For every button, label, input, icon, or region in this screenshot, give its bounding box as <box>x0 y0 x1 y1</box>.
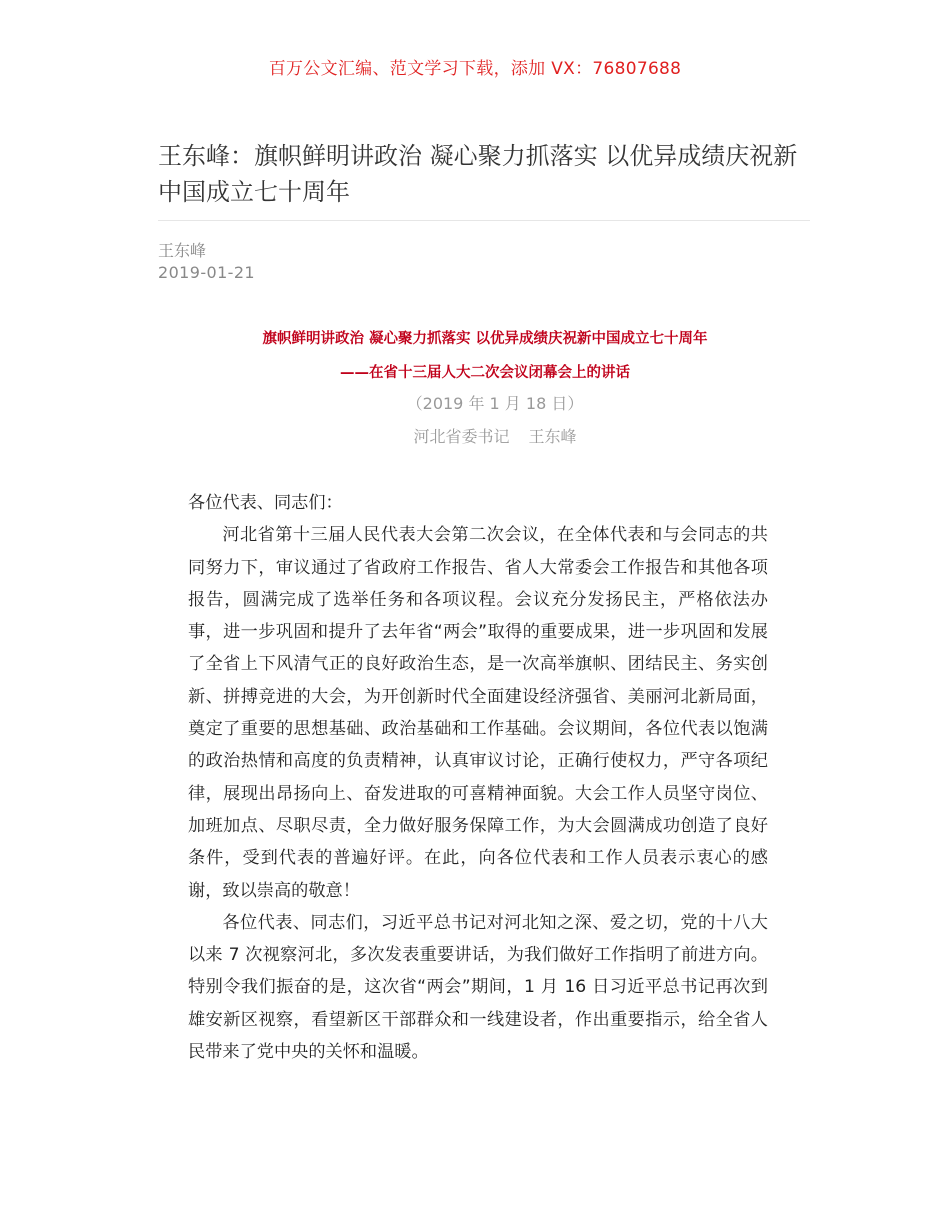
speech-subtitle: ——在省十三届人大二次会议闭幕会上的讲话 <box>340 365 630 381</box>
greeting: 各位代表、同志们： <box>188 493 343 513</box>
speech-title: 旗帜鲜明讲政治 凝心聚力抓落实 以优异成绩庆祝新中国成立七十周年 <box>262 331 708 347</box>
speech-date: （2019 年 1 月 18 日） <box>406 394 584 413</box>
paragraph: 河北省第十三届人民代表大会第二次会议，在全体代表和与会同志的共同努力下，审议通过了省政府工作报告、省人大常委会工作报告和其他各项报告，圆满完成了选举任务和各项议程。会议充分发扬民主，严格依法办事，进一步巩固和提升了去年省“两会”取得的重要成果，进一步巩固和发展了全省上下风清气正的良好政治生态，是一次高举旗帜、团结民主、务实创新、拼搏竞进的大会，为开创新时代全面建设经济强省、美丽河北新局面，奠定了重要的思想基础、政治基础和工作基础。会议期间，各位代表以饱满的政治热情和高度的负责精神，认真审议讨论，正确行使权力，严守各项纪律，展现出昂扬向上、奋发进取的可喜精神面貌。大会工作人员坚守岗位、加班加点、尽职尽责，全力做好服务保障工作，为大会圆满成功创造了良好条件，受到代表的普遍好评。在此，向各位代表和工作人员表示衷心的感谢，致以崇高的敬意！ <box>188 525 768 901</box>
article-author: 王东峰 <box>158 241 207 260</box>
article-title: 王东峰：旗帜鲜明讲政治 凝心聚力抓落实 以优异成绩庆祝新中国成立七十周年 <box>158 142 798 206</box>
speech-speaker: 河北省委书记 王东峰 <box>413 427 577 446</box>
article-date: 2019-01-21 <box>158 263 255 282</box>
speech-body <box>188 487 768 1068</box>
promo-banner: 百万公文汇编、范文学习下载，添加 VX：76807688 <box>268 59 682 79</box>
paragraph: 各位代表、同志们，习近平总书记对河北知之深、爱之切，党的十八大以来 7 次视察河北，多次发表重要讲话，为我们做好工作指明了前进方向。特别令我们振奋的是，这次省“两会”期间，1 月 16 日习近平总书记再次到雄安新区视察，看望新区干部群众和一线建设者，作出重要指示，给全省人民带来了党中央的关怀和温暖。 <box>188 912 768 1063</box>
title-divider <box>158 220 810 221</box>
